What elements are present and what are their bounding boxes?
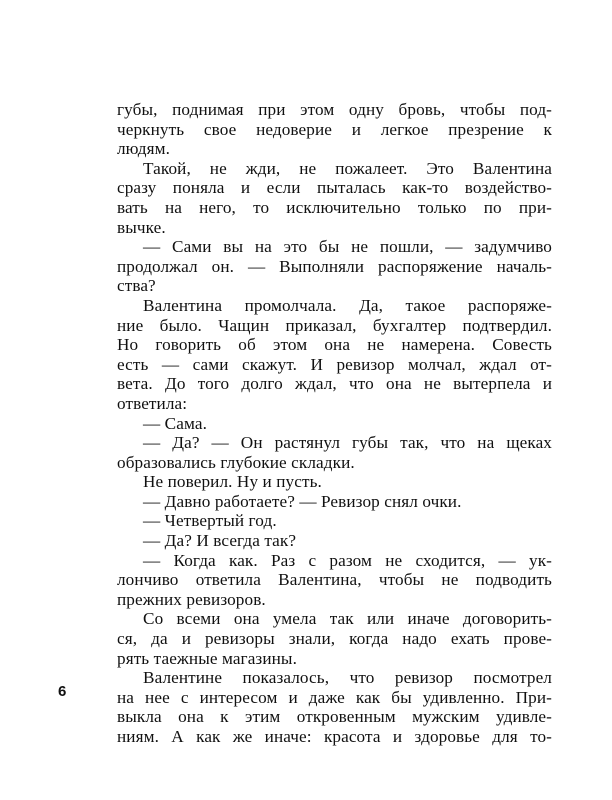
text-line: Не поверил. Ну и пусть. [143, 472, 322, 492]
text-line: сразу поняла и если пыталась как-то воздейство- [117, 178, 552, 198]
text-line: образовались глубокие складки. [117, 452, 355, 472]
text-line: — Да? — Он растянул губы так, что на щеках [143, 433, 552, 453]
text-line: прежних ревизоров. [117, 589, 266, 609]
text-line: Со всеми она умела так или иначе договорить- [143, 609, 552, 629]
text-line: людям. [117, 139, 170, 159]
page-number: 6 [58, 683, 67, 700]
text-line: черкнуть свое недоверие и легкое презрение к [117, 119, 552, 139]
text-line: ства? [117, 276, 156, 296]
body-text [117, 100, 552, 747]
text-line: Такой, не жди, не пожалеет. Это Валентина [143, 158, 552, 178]
text-line: — Давно работаете? — Ревизор снял очки. [143, 491, 462, 511]
text-line: Валентина промолчала. Да, такое распоряже- [143, 295, 552, 315]
text-line: — Сами вы на это бы не пошли, — задумчиво [143, 237, 552, 257]
text-line: — Да? И всегда так? [143, 531, 297, 551]
text-line: ниям. А как же иначе: красота и здоровье для то- [117, 727, 552, 746]
text-line: вета. До того долго ждал, что она не вытерпела и [117, 374, 552, 394]
text-line: рять таежные магазины. [117, 648, 297, 668]
text-line: вать на него, то исключительно только по при- [117, 197, 552, 217]
text-line: — Сама. [143, 413, 207, 433]
text-line: — Четвертый год. [143, 511, 277, 531]
text-line: ответила: [117, 393, 188, 413]
text-line: губы, поднимая при этом одну бровь, чтобы под- [117, 100, 552, 119]
text-line: ние было. Чащин приказал, бухгалтер подтвердил. [117, 315, 552, 335]
text-line: Валентине показалось, что ревизор посмотрел [143, 668, 552, 688]
text-line: ся, да и ревизоры знали, когда надо ехать прове- [117, 629, 552, 649]
text-line: на нее с интересом и даже как бы удивленно. При- [117, 687, 552, 707]
text-line: вычке. [117, 217, 166, 237]
text-line: есть — сами скажут. И ревизор молчал, ждал от- [117, 354, 552, 374]
text-line: выкла она к этим откровенным мужским удивле- [117, 707, 552, 727]
text-line: — Когда как. Раз с разом не сходится, — ук- [143, 550, 552, 570]
text-line: продолжал он. — Выполняли распоряжение началь- [117, 256, 552, 276]
text-line: лончиво ответила Валентина, чтобы не подводить [117, 570, 552, 590]
text-line: Но говорить об этом она не намерена. Совесть [117, 335, 552, 355]
